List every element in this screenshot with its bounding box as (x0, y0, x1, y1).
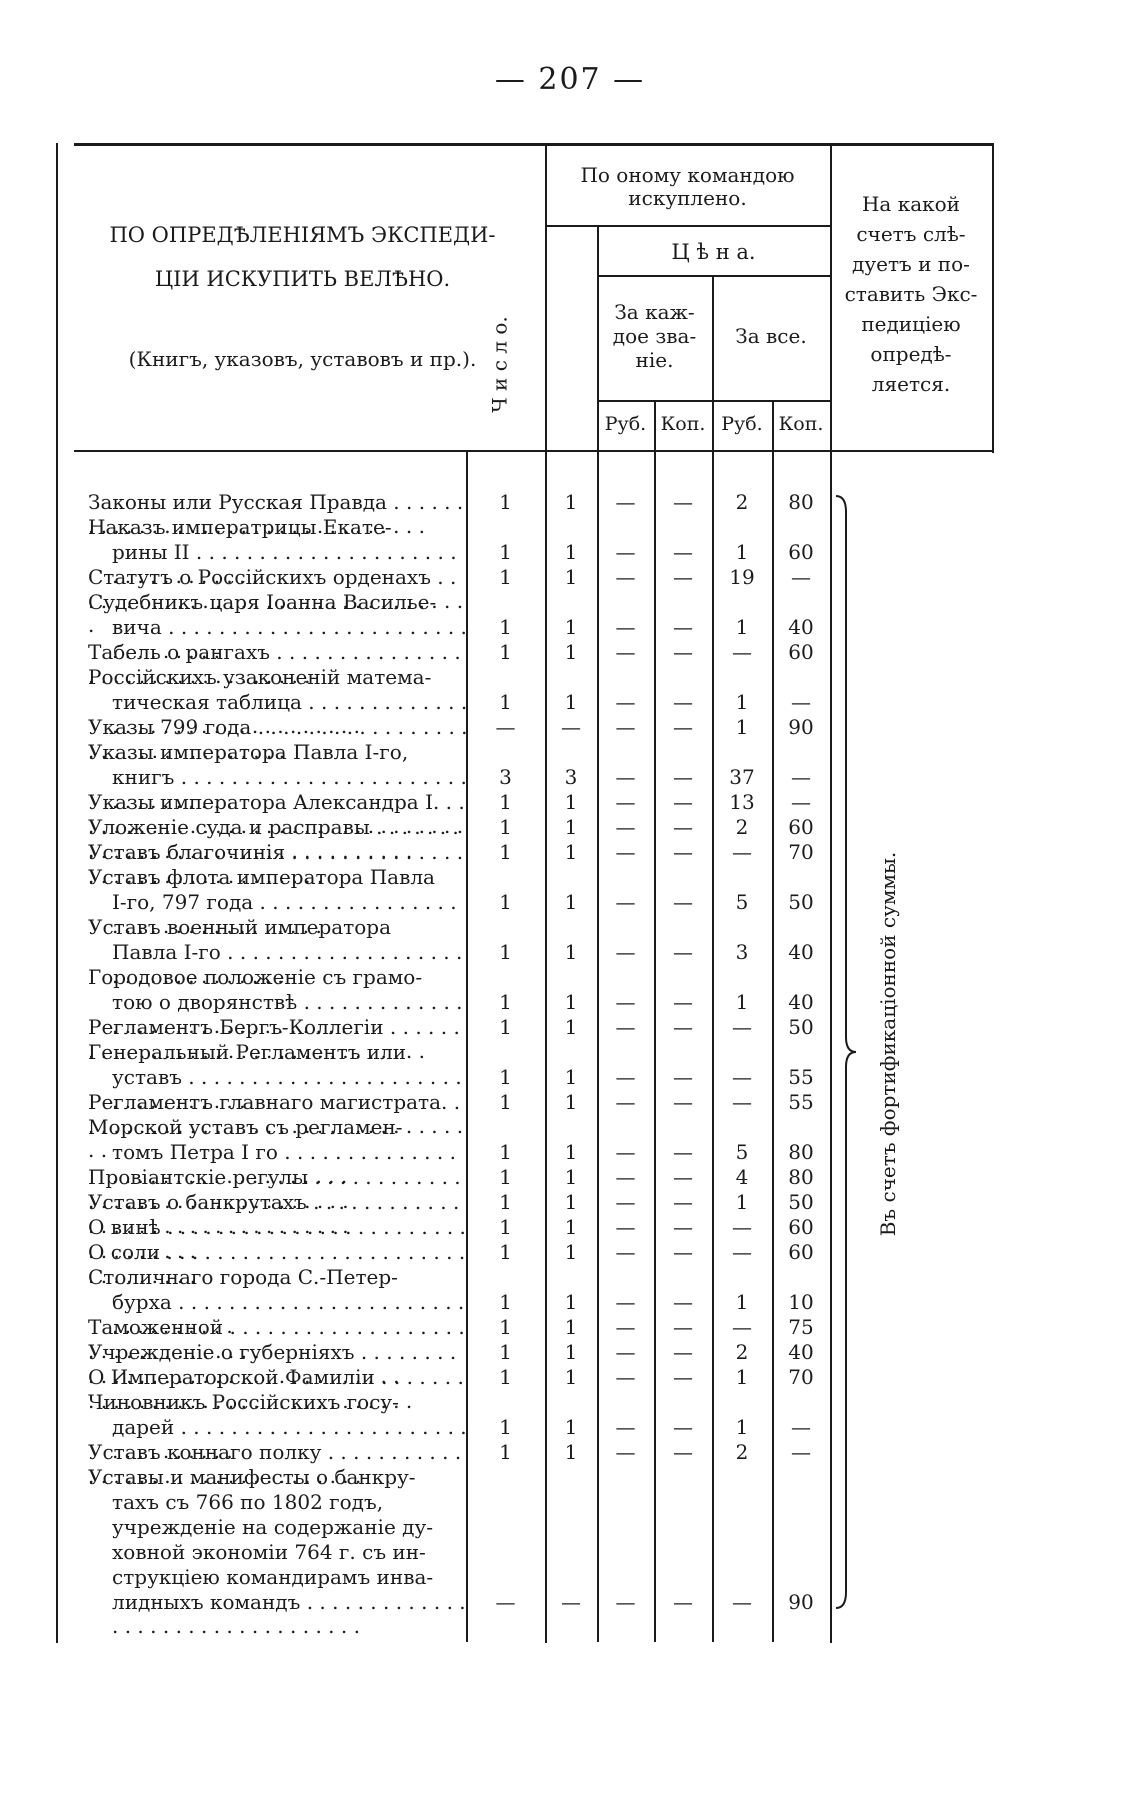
each-kop-cell: — (673, 540, 693, 564)
qty-cell: 1 (499, 1240, 512, 1264)
count-cell: — (561, 1590, 581, 1614)
each-rub-cell: — (615, 1590, 636, 1614)
each-rub-cell: — (615, 490, 636, 514)
each-rub-cell: — (615, 1415, 636, 1439)
each-rub-cell: — (615, 890, 636, 914)
each-kop-cell: — (673, 1340, 693, 1364)
row-title: Судебникъ царя Іоанна Василье- (88, 590, 437, 614)
total-kop-cell: — (791, 565, 811, 589)
total-rub-cell: — (732, 1215, 752, 1239)
each-kop-cell: — (673, 1240, 693, 1264)
table-row (0, 1340, 1140, 1364)
right-border (992, 143, 994, 453)
total-kop-cell: 60 (788, 815, 814, 839)
total-kop-cell: 55 (788, 1090, 814, 1114)
row-title-continued: лидныхъ командъ . . . (112, 1590, 468, 1638)
table-row (0, 590, 1140, 639)
each-line2: дое зва- (612, 324, 697, 348)
qty-cell: 1 (499, 815, 512, 839)
total-kop-cell: 40 (788, 940, 814, 964)
row-title-continued: томъ Петра I го . . . (112, 1140, 468, 1188)
total-rub-cell: 13 (729, 790, 755, 814)
count-cell: 1 (564, 1190, 578, 1214)
count-cell: 1 (564, 1165, 578, 1189)
count-cell: 1 (564, 1340, 578, 1364)
row-title: Табель о рангахъ . . . (88, 640, 468, 688)
qty-cell: 1 (499, 1440, 512, 1464)
each-kop-cell: — (673, 1165, 693, 1189)
each-kop-cell: — (673, 490, 693, 514)
each-kop-cell: — (673, 815, 693, 839)
each-kop-cell: — (673, 565, 693, 589)
qty-cell: 1 (499, 1215, 512, 1239)
each-kop-cell: — (673, 1065, 693, 1089)
total-rub-cell: 2 (735, 815, 749, 839)
count-cell: 1 (564, 890, 578, 914)
count-cell: 1 (564, 1240, 578, 1264)
table-row (0, 1365, 1140, 1389)
row-title: Чиновникъ Россійскихъ госу- (88, 1390, 399, 1414)
qty-cell: 1 (499, 1415, 512, 1439)
each-kop-cell: — (673, 840, 693, 864)
total-rub-cell: 5 (735, 890, 749, 914)
qty-cell: 1 (499, 1090, 512, 1114)
each-rub-cell: — (615, 565, 636, 589)
each-rub-cell: — (615, 1290, 636, 1314)
table-row (0, 1315, 1140, 1339)
total-kop-cell: — (791, 1440, 811, 1464)
row-title: Уставъ военный императора (88, 915, 391, 939)
row-title: О Императорской Фамиліи . . . (88, 1365, 468, 1413)
row-title-continued: ховной экономіи 764 г. съ ин- (112, 1540, 426, 1564)
each-line1: За каж- (614, 300, 695, 324)
total-kop-cell: 40 (788, 615, 814, 639)
each-rub-cell: — (615, 1440, 636, 1464)
count-cell: 1 (564, 1290, 578, 1314)
each-rub-cell: — (615, 715, 636, 739)
count-cell: 1 (564, 540, 578, 564)
count-cell: 3 (564, 765, 578, 789)
row-title: Указы 799 года . . . (88, 715, 468, 763)
row-title: Указы императора Павла I-го, (88, 740, 409, 764)
row-title-continued: рины II . . . (112, 540, 468, 588)
each-rub-cell: — (615, 1340, 636, 1364)
total-kop-cell: — (791, 1415, 811, 1439)
row-title-continued: тическая таблица . . . (112, 690, 468, 738)
each-kop-cell: — (673, 1090, 693, 1114)
account-line-5: педиціею (861, 312, 961, 336)
total-rub-cell: 1 (735, 540, 749, 564)
row-title: Столичнаго города С.-Петер- (88, 1265, 398, 1289)
total-kop-cell: 70 (788, 840, 814, 864)
qty-cell: 3 (499, 765, 512, 789)
qty-cell: 1 (499, 840, 512, 864)
total-kop-cell: 80 (788, 1165, 814, 1189)
each-kop-cell: — (673, 990, 693, 1014)
count-cell: 1 (564, 1015, 578, 1039)
each-rub-cell: — (615, 1215, 636, 1239)
total-rub-cell: 2 (735, 490, 749, 514)
row-title: Указы императора Александра I. . . . (88, 790, 468, 862)
count-cell: 1 (564, 565, 578, 589)
each-kop-cell: — (673, 1365, 693, 1389)
account-line-3: дуетъ и по- (852, 252, 970, 276)
each-rub-cell: — (615, 1315, 636, 1339)
row-title: Статутъ о Россійскихъ орденахъ . . . (88, 565, 468, 637)
row-title: Уставъ коннаго полку . . . (88, 1440, 468, 1488)
total-kop-cell: — (791, 765, 811, 789)
count-cell: 1 (564, 1365, 578, 1389)
total-kop-cell: 80 (788, 1140, 814, 1164)
row-title: Уставъ флота императора Павла (88, 865, 435, 889)
row-title-continued: струкціею командирамъ инва- (112, 1565, 434, 1589)
row-title: Городовое положеніе съ грамо- (88, 965, 423, 989)
total-kop-cell: 60 (788, 640, 814, 664)
table-row (0, 1215, 1140, 1239)
total-kop-cell: 60 (788, 540, 814, 564)
table-top-rule (74, 143, 994, 146)
total-kop-cell: 70 (788, 1365, 814, 1389)
table-row (0, 740, 1140, 789)
each-line3: ніе. (635, 348, 674, 372)
row-title: Законы или Русская Правда . . . (88, 490, 468, 538)
total-rub-cell: 2 (735, 1340, 749, 1364)
count-cell: 1 (564, 840, 578, 864)
table-row (0, 1190, 1140, 1214)
table-row (0, 1265, 1140, 1314)
total-rub-cell: — (732, 1015, 752, 1039)
each-kop-cell: — (673, 640, 693, 664)
count-cell: 1 (564, 615, 578, 639)
each-rub-cell: — (615, 690, 636, 714)
row-title: Уставы и манифесты о банкру- (88, 1465, 416, 1489)
count-cell: 1 (564, 490, 578, 514)
each-rub-cell: — (615, 1190, 636, 1214)
table-row (0, 1015, 1140, 1039)
qty-cell: 1 (499, 1290, 512, 1314)
each-kop-cell: — (673, 1590, 693, 1614)
count-cell: 1 (564, 1090, 578, 1114)
table-row (0, 1115, 1140, 1164)
table-row (0, 565, 1140, 589)
total-rub-cell: 1 (735, 715, 749, 739)
total-rub-cell: 37 (729, 765, 755, 789)
row-title: Регламентъ главнаго магистрата. . . . (88, 1090, 468, 1162)
each-rub-cell: — (615, 990, 636, 1014)
table-row (0, 1390, 1140, 1439)
row-title-continued: тою о дворянствѣ . . . (112, 990, 468, 1038)
qty-cell: 1 (499, 1140, 512, 1164)
total-kop-cell: — (791, 690, 811, 714)
row-title: Таможенной . . . (88, 1315, 468, 1363)
each-kop-cell: — (673, 1215, 693, 1239)
qty-cell: 1 (499, 1065, 512, 1089)
table-row (0, 640, 1140, 664)
total-rub-cell: 4 (735, 1165, 749, 1189)
row-title: Генеральный Регламентъ или (88, 1040, 407, 1064)
each-kop-cell: — (673, 1440, 693, 1464)
total-kop-cell: 10 (788, 1290, 814, 1314)
qty-cell: 1 (499, 1340, 512, 1364)
rub-total: Руб. (721, 413, 763, 435)
row-title: Наказъ императрицы Екате- (88, 515, 392, 539)
qty-cell: 1 (499, 690, 512, 714)
price-label: Ц ѣ н а. (671, 240, 756, 264)
total-rub-cell: — (732, 1315, 752, 1339)
row-title-continued: бурха . . . (112, 1290, 468, 1338)
total-kop-cell: 90 (788, 1590, 814, 1614)
table-row (0, 515, 1140, 564)
count-cell: 1 (564, 640, 578, 664)
row-title: Россійскихъ узаконеній матема- (88, 665, 432, 689)
each-kop-cell: — (673, 890, 693, 914)
table-row (0, 715, 1140, 739)
row-title-continued: книгъ . . . (112, 765, 468, 813)
row-title-continued: Павла I-го . . . (112, 940, 468, 988)
count-cell: 1 (564, 1140, 578, 1164)
row-title: Регламентъ Бергъ-Коллегіи . . . (88, 1015, 468, 1063)
row-title: Морской уставъ съ регламен- (88, 1115, 403, 1139)
qty-cell: 1 (499, 1365, 512, 1389)
each-kop-cell: — (673, 615, 693, 639)
total-kop-cell: 75 (788, 1315, 814, 1339)
each-kop-cell: — (673, 715, 693, 739)
total-rub-cell: 1 (735, 1415, 749, 1439)
count-cell: 1 (564, 815, 578, 839)
each-kop-cell: — (673, 690, 693, 714)
total-rub-cell: 1 (735, 1190, 749, 1214)
each-rub-cell: — (615, 1165, 636, 1189)
count-cell: 1 (564, 1415, 578, 1439)
each-kop-cell: — (673, 790, 693, 814)
total-rub-cell: — (732, 840, 752, 864)
row-title: Уставъ благочинія . . . (88, 840, 468, 888)
each-kop-cell: — (673, 765, 693, 789)
row-title-continued: вича . . . (112, 615, 468, 663)
each-kop-cell: — (673, 1315, 693, 1339)
row-title-continued: уставъ . . . (112, 1065, 468, 1113)
qty-cell: 1 (499, 640, 512, 664)
count-label: Ч и с л о. (487, 316, 512, 413)
total-kop-cell: 40 (788, 1340, 814, 1364)
each-rub-cell: — (615, 1140, 636, 1164)
table-row (0, 790, 1140, 814)
account-line-4: ставить Экс- (844, 282, 978, 306)
bought-line2: искуплено. (628, 186, 747, 210)
row-title: О соли . . . (88, 1240, 468, 1288)
row-title-continued: тахъ съ 766 по 1802 годъ, (112, 1490, 384, 1514)
qty-cell: 1 (499, 890, 512, 914)
qty-cell: 1 (499, 490, 512, 514)
each-rub-cell: — (615, 540, 636, 564)
count-cell: 1 (564, 1440, 578, 1464)
each-rub-cell: — (615, 1015, 636, 1039)
table-row (0, 915, 1140, 964)
qty-cell: 1 (499, 565, 512, 589)
count-cell: 1 (564, 940, 578, 964)
total-kop-cell: 50 (788, 890, 814, 914)
total-kop-cell: 60 (788, 1215, 814, 1239)
each-kop-cell: — (673, 1015, 693, 1039)
total-rub-cell: 5 (735, 1140, 749, 1164)
table-row (0, 1465, 1140, 1614)
total-kop-cell: 60 (788, 1240, 814, 1264)
each-rub-cell: — (615, 1365, 636, 1389)
row-title-continued: дарей . . . (112, 1415, 468, 1463)
total-rub-cell: 3 (735, 940, 749, 964)
main-title-line1: ПО ОПРЕДѢЛЕНІЯМЪ ЭКСПЕДИ- (109, 223, 496, 247)
account-line-6: опредѣ- (870, 342, 952, 366)
main-subtitle: (Книгъ, указовъ, уставовъ и пр.). (128, 347, 477, 371)
total-kop-cell: 90 (788, 715, 814, 739)
count-cell: 1 (564, 1215, 578, 1239)
count-cell: 1 (564, 1315, 578, 1339)
each-rub-cell: — (615, 940, 636, 964)
total-kop-cell: 50 (788, 1190, 814, 1214)
row-title: О винѣ . . . (88, 1215, 468, 1263)
table-row (0, 1440, 1140, 1464)
main-title-line2: ЦІИ ИСКУПИТЬ ВЕЛѢНО. (154, 267, 451, 291)
kop-each: Коп. (660, 413, 706, 435)
count-cell: 1 (564, 690, 578, 714)
count-cell: 1 (564, 790, 578, 814)
each-rub-cell: — (615, 615, 636, 639)
each-kop-cell: — (673, 1290, 693, 1314)
each-kop-cell: — (673, 940, 693, 964)
total-label: За все. (735, 324, 807, 348)
total-rub-cell: 2 (735, 1440, 749, 1464)
row-title: Учрежденіе о губерніяхъ . . . (88, 1340, 468, 1388)
total-rub-cell: 19 (729, 565, 755, 589)
total-rub-cell: 1 (735, 990, 749, 1014)
each-rub-cell: — (615, 1090, 636, 1114)
table-row (0, 665, 1140, 714)
total-rub-cell: — (732, 640, 752, 664)
table-row (0, 1040, 1140, 1089)
each-rub-cell: — (615, 815, 636, 839)
total-rub-cell: 1 (735, 1365, 749, 1389)
qty-cell: — (495, 1590, 516, 1614)
total-rub-cell: 1 (735, 1290, 749, 1314)
qty-cell: 1 (499, 1315, 512, 1339)
total-rub-cell: — (732, 1090, 752, 1114)
qty-cell: 1 (499, 1165, 512, 1189)
bought-line1: По оному командою (580, 163, 795, 187)
row-title: Уложеніе суда и расправы . . . (88, 815, 468, 863)
header-bottom-rule (74, 450, 994, 452)
total-rub-cell: 1 (735, 690, 749, 714)
page-number: — 207 — (494, 62, 646, 97)
total-kop-cell: 55 (788, 1065, 814, 1089)
count-cell: — (561, 715, 581, 739)
qty-cell: 1 (499, 790, 512, 814)
total-rub-cell: — (732, 1240, 752, 1264)
table-row (0, 965, 1140, 1014)
account-line-7: ляется. (871, 372, 951, 396)
qty-cell: — (495, 715, 516, 739)
table-row (0, 840, 1140, 864)
each-kop-cell: — (673, 1140, 693, 1164)
qty-cell: 1 (499, 1015, 512, 1039)
each-rub-cell: — (615, 790, 636, 814)
total-kop-cell: 50 (788, 1015, 814, 1039)
table-row (0, 865, 1140, 914)
count-cell: 1 (564, 990, 578, 1014)
qty-cell: 1 (499, 615, 512, 639)
qty-cell: 1 (499, 1190, 512, 1214)
each-kop-cell: — (673, 1415, 693, 1439)
total-kop-cell: — (791, 790, 811, 814)
account-line-2: счетъ слѣ- (856, 222, 966, 246)
side-note: Въ счетъ фортификаціонной суммы. (876, 851, 900, 1237)
bought-sub-rule (545, 225, 830, 227)
row-title-continued: учрежденіе на содержаніе ду- (112, 1515, 433, 1539)
each-rub-cell: — (615, 1240, 636, 1264)
table-row (0, 1165, 1140, 1189)
each-kop-cell: — (673, 1190, 693, 1214)
qty-cell: 1 (499, 940, 512, 964)
row-title-continued: I-го, 797 года . . . (112, 890, 468, 938)
each-rub-cell: — (615, 640, 636, 664)
account-line-1: На какой (861, 192, 961, 216)
each-rub-cell: — (615, 1065, 636, 1089)
table-row (0, 490, 1140, 514)
row-title: Уставъ о банкрутахъ . . . (88, 1190, 468, 1238)
total-kop-cell: 80 (788, 490, 814, 514)
total-kop-cell: 40 (788, 990, 814, 1014)
each-rub-cell: — (615, 840, 636, 864)
table-row (0, 1240, 1140, 1264)
qty-cell: 1 (499, 990, 512, 1014)
total-rub-cell: 1 (735, 615, 749, 639)
each-rub-cell: — (615, 765, 636, 789)
total-rub-cell: — (732, 1590, 752, 1614)
qty-cell: 1 (499, 540, 512, 564)
table-row (0, 815, 1140, 839)
table-row (0, 1090, 1140, 1114)
count-cell: 1 (564, 1065, 578, 1089)
kop-total: Коп. (778, 413, 824, 435)
row-title: Провіантскіе регулы . . . (88, 1165, 468, 1213)
total-rub-cell: — (732, 1065, 752, 1089)
rub-each: Руб. (604, 413, 647, 435)
left-border (56, 143, 58, 1643)
